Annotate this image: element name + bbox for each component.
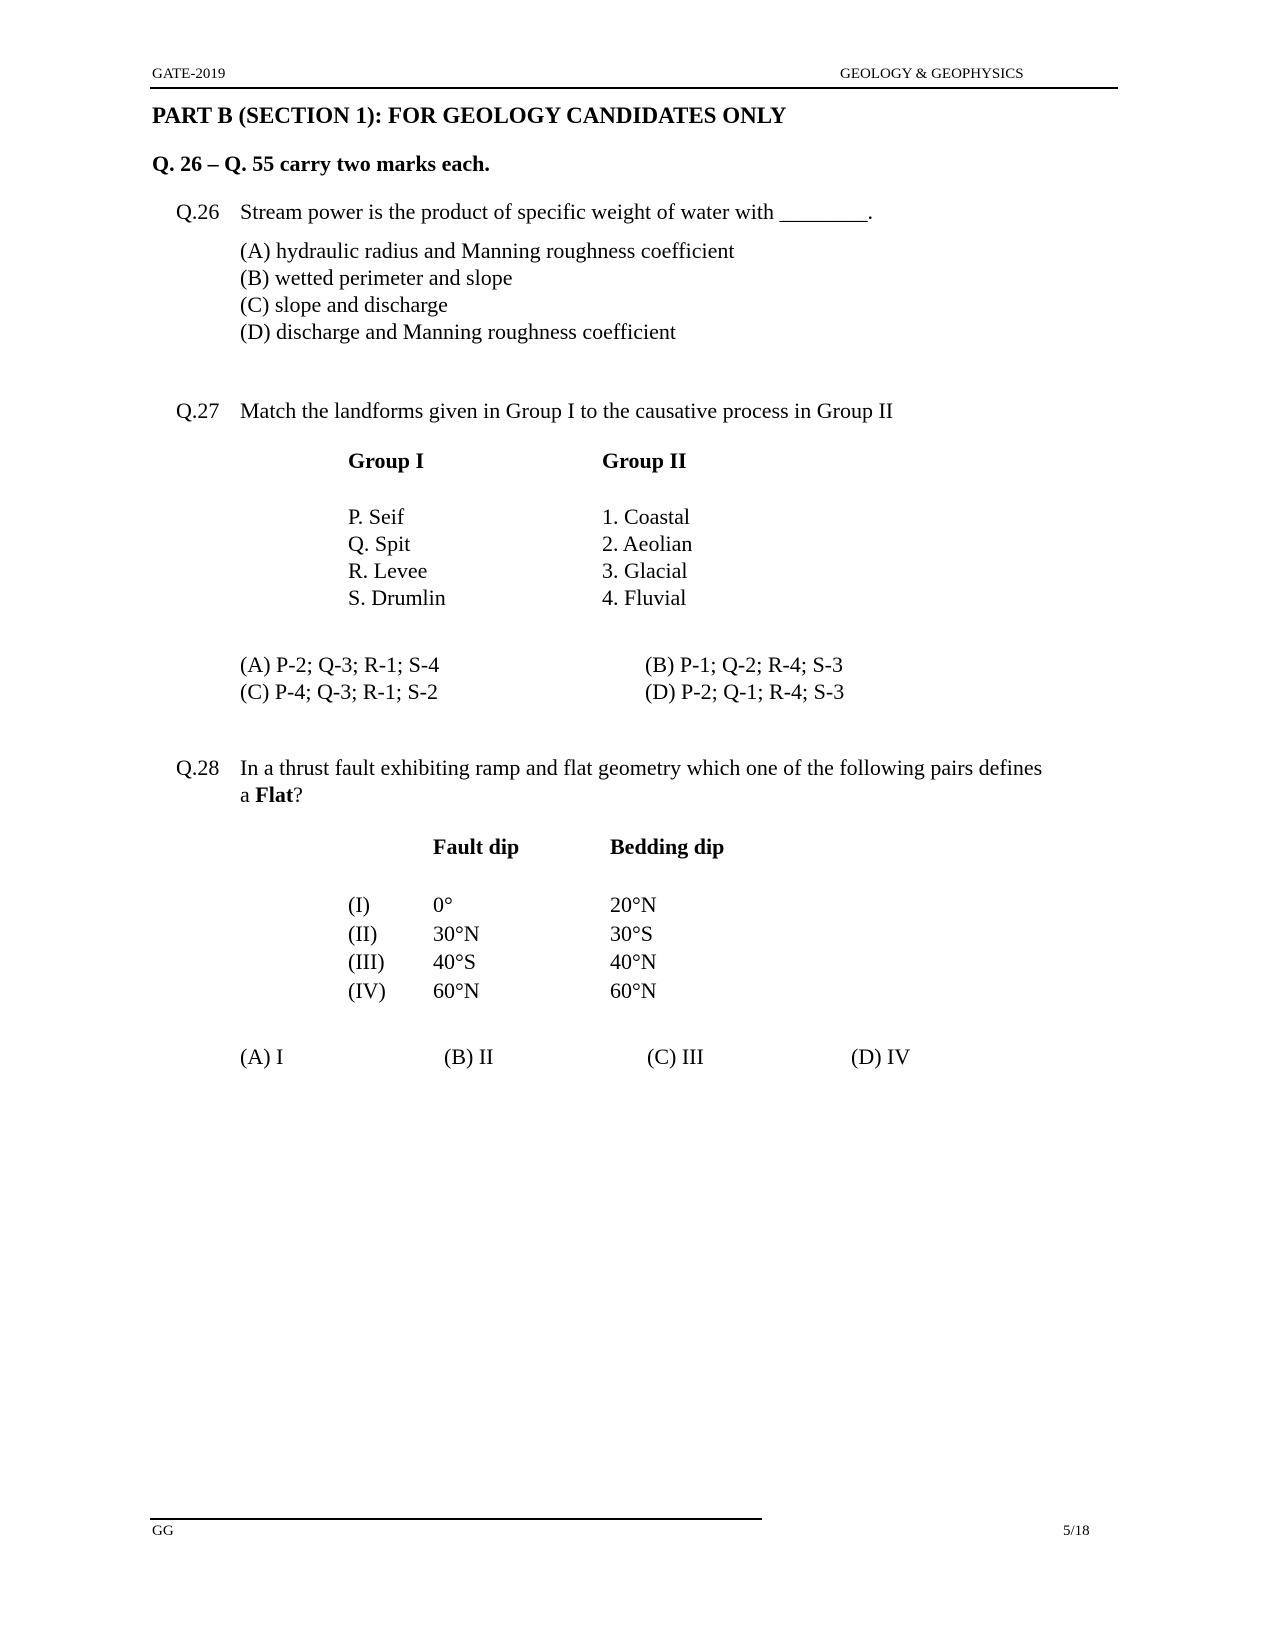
q27-option-d: (D) P-2; Q-1; R-4; S-3 [645,679,845,704]
list-item: 1. Coastal [602,504,690,529]
table-cell: 30°N [433,920,480,946]
q26-text: Stream power is the product of specific weight of water with ________. [240,199,873,224]
q28-bedding-dip-values [610,891,657,1005]
list-item: R. Levee [348,558,428,583]
table-cell: 40°N [610,949,657,974]
q28-fault-dip-values [433,891,480,1005]
list-item: 2. Aeolian [602,531,693,556]
q27-group1-list [348,503,446,611]
marks-note: Q. 26 – Q. 55 carry two marks each. [152,151,490,176]
q27-number: Q.27 [176,398,220,423]
q27-group1-header: Group I [348,448,425,473]
table-row-label: (IV) [348,977,386,1003]
header-right: GEOLOGY & GEOPHYSICS [840,66,1024,82]
table-row-label: (III) [348,949,385,974]
q28-bedding-dip-header: Bedding dip [610,834,725,859]
table-cell: 60°N [610,977,657,1003]
table-cell: 30°S [610,920,654,946]
q27-group2-list [602,503,692,611]
q28-option-b: (B) II [444,1044,494,1069]
header-left: GATE-2019 [152,66,226,82]
q26-option-b: (B) wetted perimeter and slope [240,265,513,290]
table-cell: 60°N [433,977,480,1003]
section-title: PART B (SECTION 1): FOR GEOLOGY CANDIDATES ONLY [152,103,787,128]
list-item: S. Drumlin [348,585,446,610]
q28-row-labels [348,891,386,1005]
q28-text-line2: a Flat? [240,782,303,807]
q27-option-c: (C) P-4; Q-3; R-1; S-2 [240,679,438,704]
list-item: P. Seif [348,504,405,529]
q27-option-b: (B) P-1; Q-2; R-4; S-3 [645,652,843,677]
q26-number: Q.26 [176,199,220,224]
q26-option-c: (C) slope and discharge [240,292,448,317]
footer-rule [150,1518,762,1520]
list-item: 4. Fluvial [602,585,687,610]
q28-number: Q.28 [176,755,220,780]
table-row-label: (II) [348,920,378,946]
q28-flat-emphasis: Flat [255,782,294,807]
list-item: Q. Spit [348,531,411,556]
list-item: 3. Glacial [602,558,688,583]
header-rule [150,87,1118,89]
q28-text-line1: In a thrust fault exhibiting ramp and flat geometry which one of the following pairs defines [240,755,1043,780]
q27-text: Match the landforms given in Group I to the causative process in Group II [240,398,894,423]
table-cell: 20°N [610,892,657,917]
q26-option-a: (A) hydraulic radius and Manning roughness coefficient [240,238,735,263]
q28-option-a: (A) I [240,1044,284,1069]
q28-option-d: (D) IV [851,1044,911,1069]
q28-option-c: (C) III [647,1044,704,1069]
table-row-label: (I) [348,892,370,917]
table-cell: 0° [433,892,453,917]
footer-left: GG [152,1523,174,1539]
q27-option-a: (A) P-2; Q-3; R-1; S-4 [240,652,440,677]
q26-option-d: (D) discharge and Manning roughness coefficient [240,319,677,344]
q28-fault-dip-header: Fault dip [433,834,520,859]
q27-group2-header: Group II [602,448,687,473]
table-cell: 40°S [433,949,477,974]
page-number: 5/18 [1063,1523,1090,1539]
